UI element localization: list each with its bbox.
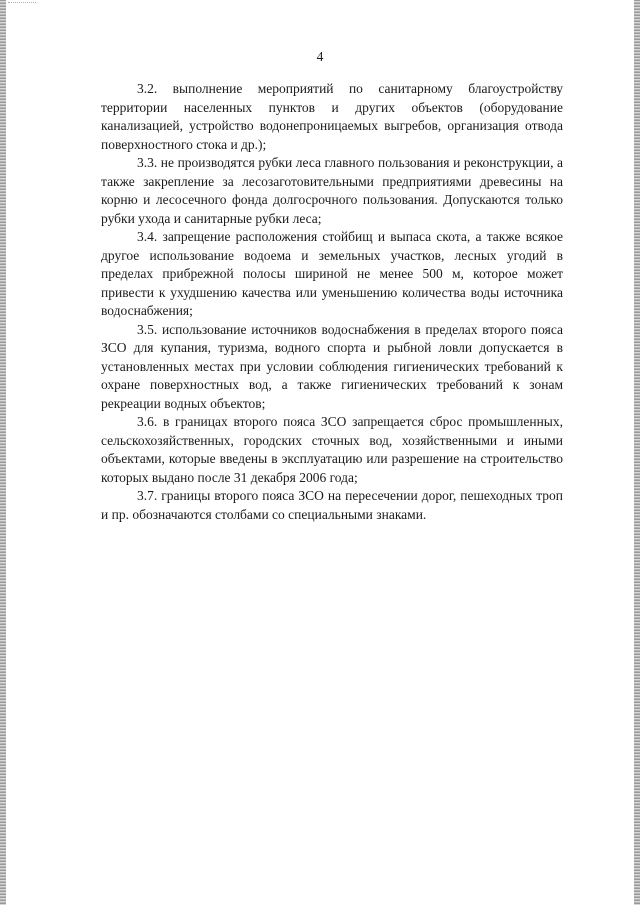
paragraph-3-6: 3.6. в границах второго пояса ЗСО запрещается сброс промышленных, сельскохозяйственных, городских сточных вод, хозяйственными и иными объектами, которые введены в эксплуатацию или разрешение на строительство которых выдано после 31 декабря 2006 года; — [101, 414, 563, 485]
paragraph-3-4: 3.4. запрещение расположения стойбищ и выпаса скота, а также всякое другое использование водоема и земельных участков, лесных угодий в пределах прибрежной полосы шириной не менее 500 м, которое может привести к ухудшению качества или уменьшению количества воды источника водоснабжения; — [101, 229, 563, 318]
scan-edge-left — [0, 0, 6, 905]
paragraph-3-3: 3.3. не производятся рубки леса главного пользования и реконструкции, а также закрепление за лесозаготовительными предприятиями древесины на корню и лесосечного фонда долгосрочного пользования. Допускаются только рубки ухода и санитарные рубки леса; — [101, 155, 563, 226]
scan-artifact — [8, 2, 36, 5]
scan-edge-right — [634, 0, 640, 905]
paragraph-3-5: 3.5. использование источников водоснабжения в пределах второго пояса ЗСО для купания, туризма, водного спорта и рыбной ловли допускается в установленных местах при условии соблюдения гигиенических требований к охране поверхностных вод, а также гигиенических требований к зонам рекреации водных объектов; — [101, 321, 563, 411]
document-body — [101, 80, 563, 524]
paragraph-3-2: 3.2. выполнение мероприятий по санитарному благоустройству территории населенных пунктов и других объектов (оборудование канализацией, устройство водонепроницаемых выгребов, организация отвода поверхностного стока и др.); — [101, 81, 563, 152]
page-number: 4 — [316, 49, 324, 64]
paragraph-3-7: 3.7. границы второго пояса ЗСО на пересечении дорог, пешеходных троп и пр. обозначаются столбами со специальными знаками. — [101, 488, 563, 522]
